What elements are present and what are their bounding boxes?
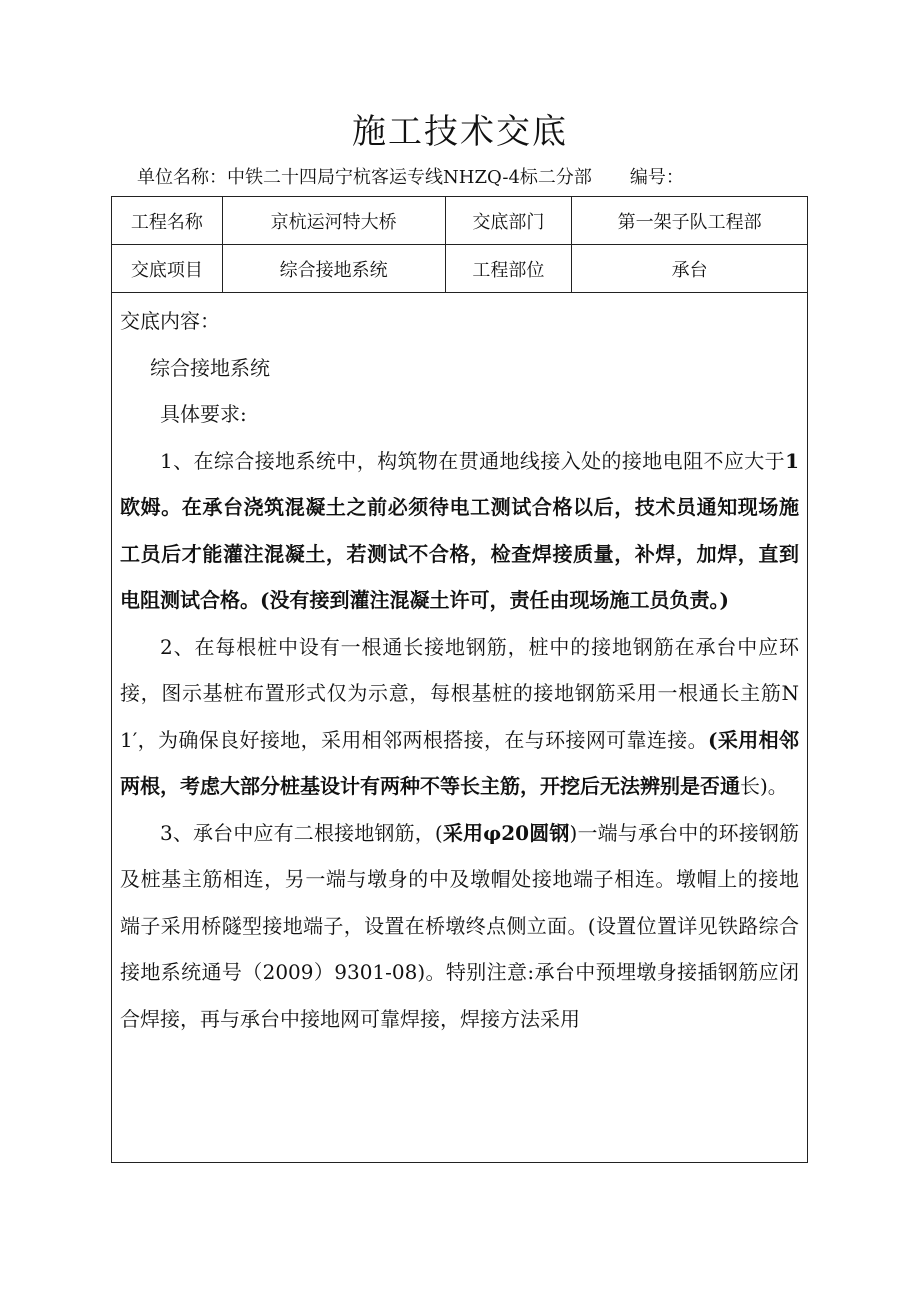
requirements-label: 具体要求: xyxy=(160,402,247,426)
table-row xyxy=(112,197,808,245)
document-title: 施工技术交底 xyxy=(352,112,568,152)
project-info-table xyxy=(111,196,808,293)
item-value: 综合接地系统 xyxy=(222,245,445,293)
unit-info-line xyxy=(137,165,684,191)
item-label: 交底项目 xyxy=(112,245,223,293)
requirement-paragraph-3: 3、承台中应有二根接地钢筋，(采用φ20圆钢)一端与承台中的环接钢筋及桩基主筋相连，另一端与墩身的中及墩帽处接地端子相连。墩帽上的接地端子采用桥隧型接地端子，设置在桥墩终点侧立面。(设置位置详见铁路综合接地系统通号（2009）9301-08)。特别注意:承台中预埋墩身接插钢筋应闭合焊接，再与承台中接地网可靠焊接，焊接方法采用 xyxy=(120,820,799,1031)
department-value: 第一架子队工程部 xyxy=(572,197,808,245)
content-subject: 综合接地系统 xyxy=(150,355,270,380)
project-name-label: 工程名称 xyxy=(112,197,223,245)
document-number-label: 编号： xyxy=(629,167,684,188)
location-value: 承台 xyxy=(572,245,808,293)
table-row xyxy=(112,245,808,293)
project-name-value: 京杭运河特大桥 xyxy=(222,197,445,245)
unit-name-label: 单位名称：中铁二十四局宁杭客运专线NHZQ-4标二分部 xyxy=(137,167,592,188)
location-label: 工程部位 xyxy=(445,245,572,293)
department-label: 交底部门 xyxy=(445,197,572,245)
content-section xyxy=(111,292,808,1163)
requirement-paragraph-1: 1、在综合接地系统中，构筑物在贯通地线接入处的接地电阻不应大于1欧姆。在承台浇筑混凝土之前必须待电工测试合格以后，技术员通知现场施工员后才能灌注混凝土，若测试不合格，检查焊接质量，补焊，加焊，直到电阻测试合格。(没有接到灌注混凝土许可，责任由现场施工员负责。) xyxy=(120,448,799,612)
requirement-paragraph-2: 2、在每根桩中设有一根通长接地钢筋，桩中的接地钢筋在承台中应环接，图示基桩布置形式仅为示意，每根基桩的接地钢筋采用一根通长主筋N1′，为确保良好接地，采用相邻两根搭接，在与环接网可靠连接。(采用相邻两根，考虑大部分桩基设计有两种不等长主筋，开挖后无法辨别是否通长)。 xyxy=(120,634,799,798)
content-heading: 交底内容： xyxy=(120,309,220,333)
